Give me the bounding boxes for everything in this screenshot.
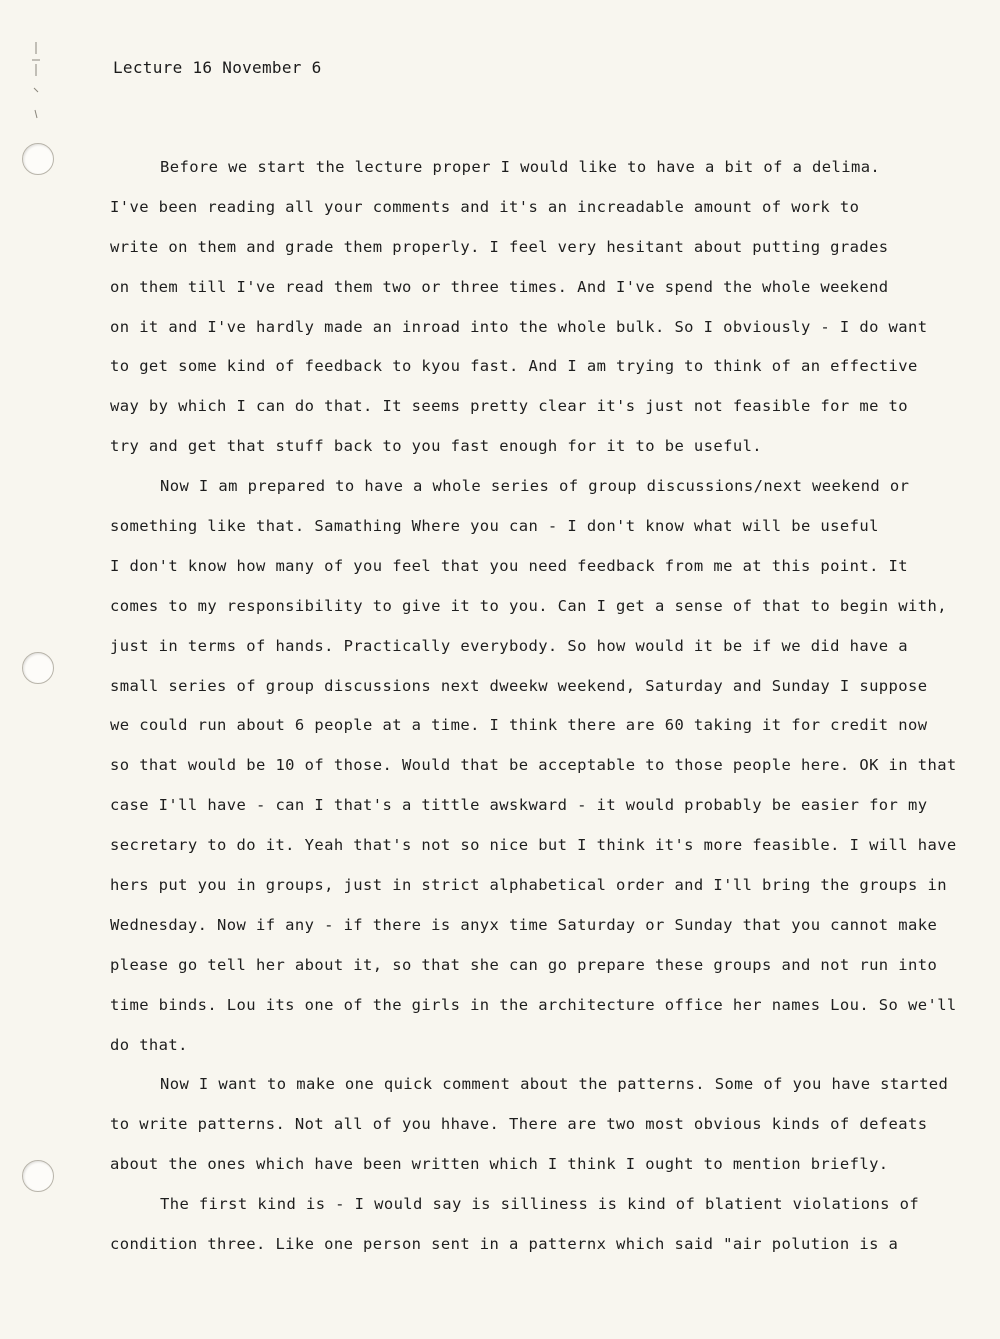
transcript-line: comes to my responsibility to give it to you. Can I get a sense of that to begin with, [110, 596, 947, 615]
transcript-line: to get some kind of feedback to kyou fast. And I am trying to think of an effective [110, 357, 918, 376]
transcript-line: secretary to do it. Yeah that's not so nice but I think it's more feasible. I will have [110, 836, 957, 855]
lecture-heading: Lecture 16 November 6 [113, 58, 322, 77]
transcript-line: please go tell her about it, so that she can go prepare these groups and not run into [110, 955, 938, 974]
transcript-line: on it and I've hardly made an inroad into the whole bulk. So I obviously - I do want [110, 317, 928, 336]
transcript-line: Before we start the lecture proper I would like to have a bit of a delima. [160, 158, 881, 176]
transcript-line: so that would be 10 of those. Would that be acceptable to those people here. OK in that [110, 756, 957, 775]
transcript-line: something like that. Samathing Where you can - I don't know what will be useful [110, 517, 879, 536]
transcript-line: on them till I've read them two or three times. And I've spend the whole weekend [110, 277, 889, 296]
transcript-line: way by which I can do that. It seems pretty clear it's just not feasible for me to [110, 397, 909, 416]
transcript-line: I've been reading all your comments and it's an increadable amount of work to [110, 197, 860, 216]
transcript-line: I don't know how many of you feel that you need feedback from me at this point. It [110, 556, 909, 575]
transcript-line: we could run about 6 people at a time. I think there are 60 taking it for credit now [110, 716, 928, 735]
transcript-line: hers put you in groups, just in strict alphabetical order and I'll bring the groups in [110, 876, 947, 895]
transcript-line: Now I want to make one quick comment about the patterns. Some of you have started [160, 1075, 949, 1094]
transcript-line: case I'll have - can I that's a tittle awskward - it would probably be easier for my [110, 796, 928, 815]
transcript-line: to write patterns. Not all of you hhave. There are two most obvious kinds of defeats [110, 1115, 928, 1134]
transcript-line: The first kind is - I would say is silliness is kind of blatient violations of [160, 1195, 920, 1214]
margin-pencil-marks [28, 40, 44, 130]
transcript-line: Wednesday. Now if any - if there is anyx time Saturday or Sunday that you cannot make [110, 915, 938, 934]
binder-hole-top [22, 143, 54, 175]
binder-hole-bottom [22, 1160, 54, 1192]
transcript-line: condition three. Like one person sent in a patternx which said "air polution is a [110, 1235, 899, 1254]
transcript-line: just in terms of hands. Practically everybody. So how would it be if we did have a [110, 636, 909, 655]
transcript-line: about the ones which have been written which I think I ought to mention briefly. [110, 1155, 889, 1174]
transcript-line: time binds. Lou its one of the girls in the architecture office her names Lou. So we'll [110, 995, 957, 1014]
typed-transcript-body [110, 148, 990, 1265]
transcript-line: write on them and grade them properly. I feel very hesitant about putting grades [110, 237, 889, 256]
transcript-line: Now I am prepared to have a whole series of group discussions/next weekend or [160, 477, 910, 496]
transcript-line: try and get that stuff back to you fast enough for it to be useful. [110, 437, 763, 456]
transcript-line: small series of group discussions next dweekw weekend, Saturday and Sunday I suppose [110, 676, 928, 695]
transcript-line: do that. [110, 1035, 188, 1054]
binder-hole-middle [22, 652, 54, 684]
